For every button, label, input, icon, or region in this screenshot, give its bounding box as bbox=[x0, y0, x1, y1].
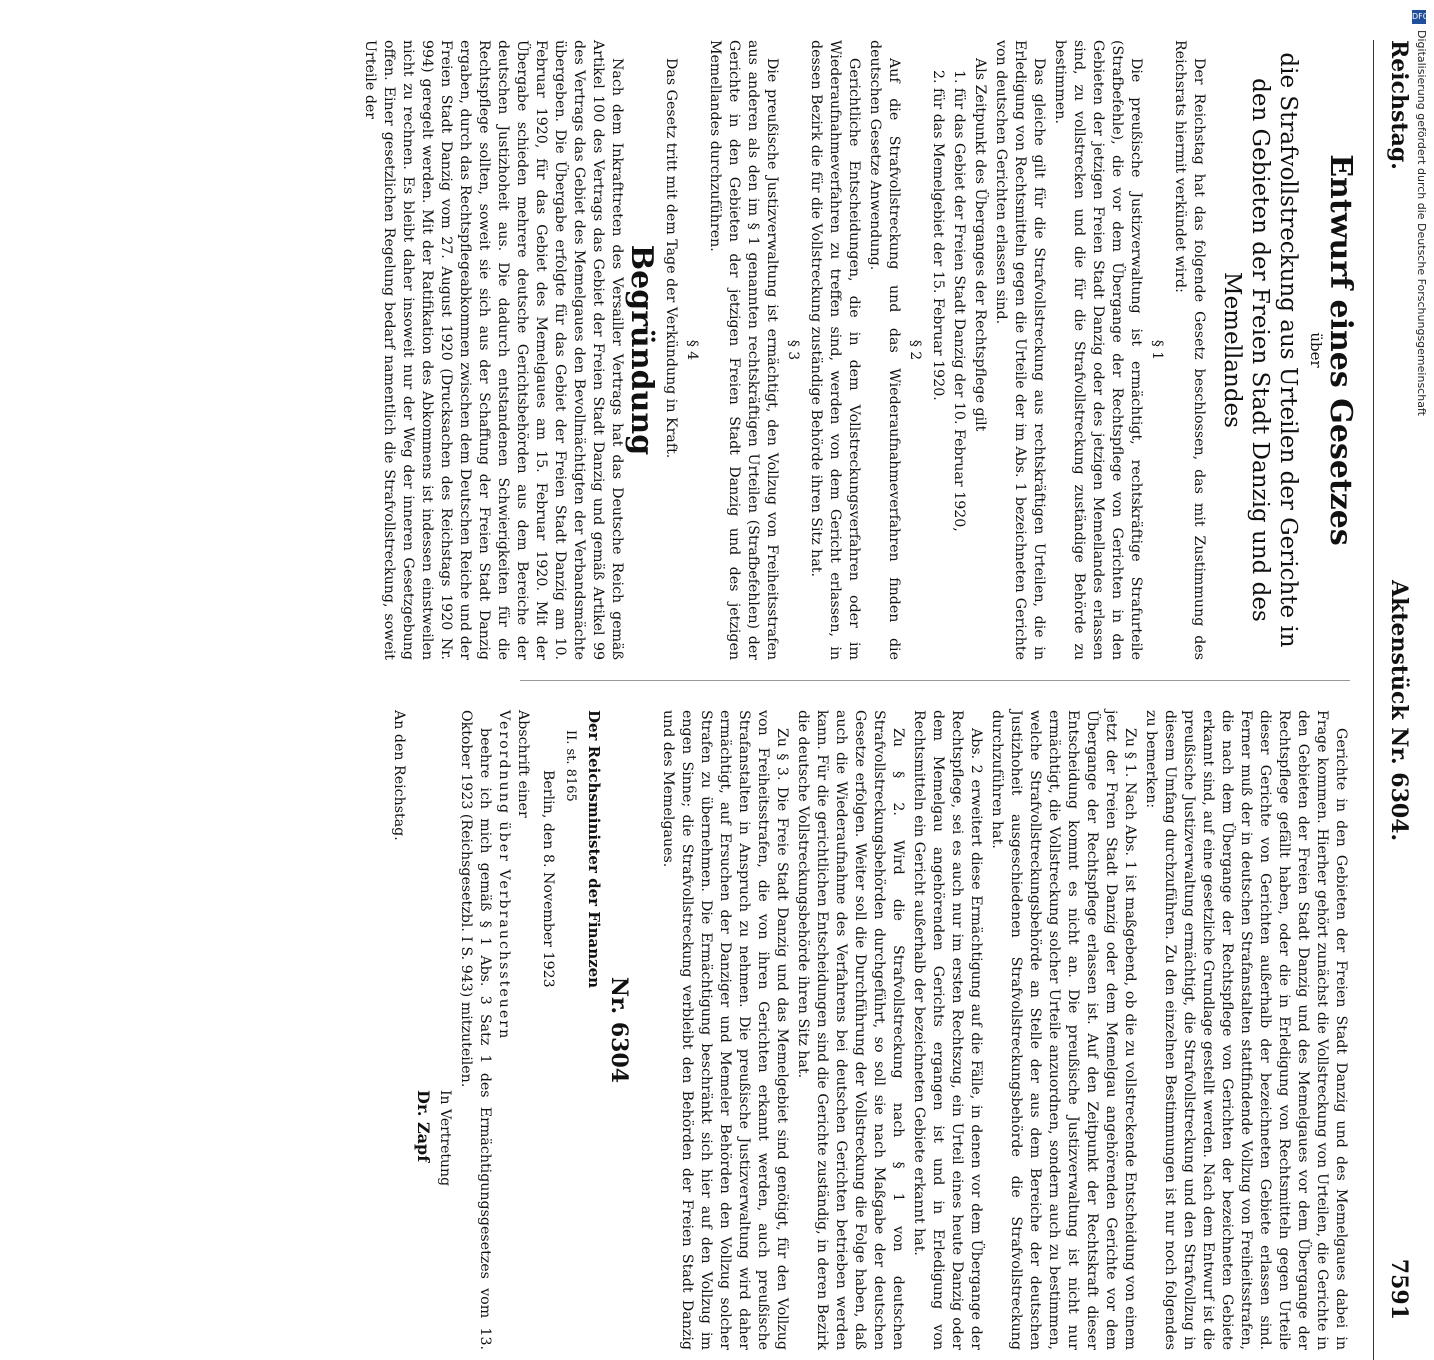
document-number: Nr. 6304 bbox=[606, 976, 632, 1084]
dfg-notice: Digitalisierung gefördert durch die Deutsche Forschungsgemeinschaft bbox=[1415, 30, 1428, 416]
section-3-heading: § 3 bbox=[785, 339, 801, 361]
letter-body: beehre ich mich gemäß § 1 Abs. 3 Satz 1 des Ermächtigungsgesetzes vom 13. Oktober 1923 (Reichsgesetzbl. I S. 943) mitzuteilen. bbox=[458, 710, 493, 1350]
signature: Dr. Zapf bbox=[414, 1090, 433, 1163]
reasons-paragraph: Abs. 2 erweitert diese Ermächtigung auf die Fälle, in denen vor dem Übergange der Rechtspflege, sei es auch nur im ersten Rechtszug, ein Urteil eines heute Danzig oder dem Memelgau angehörenden Gerichts ergangen ist und in Erledigung von Rechtsmitteln ein Gericht außerhalb der bezeichneten Gebiete erkannt hat. bbox=[911, 710, 984, 1350]
draft-intro: Der Reichstag hat das folgende Gesetz beschlossen, das mit Zustimmung des Reichsrats hiermit verkündet wird: bbox=[1172, 40, 1207, 660]
section-3-paragraph: Die preußische Justizverwaltung ist ermächtigt, den Vollzug von Freiheitsstrafen aus anderen als den im § 1 genannten rechtskräftigen Urteilen (Strafbefehlen) der Gerichte in den Gebieten der jetzigen Freien Stadt Danzig und des jetzigen Memellandes durchzuführen. bbox=[707, 40, 780, 660]
list-item: 2. für das Memelgebiet der 15. Februar 1920. bbox=[930, 70, 946, 401]
ordinance-title: Verordnung über Verbrauchssteuern bbox=[496, 710, 512, 1041]
letter-date: Berlin, den 8. November 1923 bbox=[540, 770, 556, 988]
reasons-paragraph: Zu § 2. Wird die Strafvollstreckung nach § 1 von deutschen Strafvollstreckungsbehörden durchgeführt, so soll sie nach Maßgabe der deutschen Gesetze erfolgen. Weiter soll die Durchführung der Vollstreckung die Folge haben, daß auch die Wiederaufnahme des Verfahrens bei deutschen Gerichten betrieben werden kann. Für die gerichtlichen Entscheidungen sind die Gerichte zuständig, in deren Bezirk die deutsche Vollstreckungsbehörde ihren Sitz hat. bbox=[795, 710, 906, 1350]
left-column bbox=[358, 40, 1358, 660]
reasons-title: Begründung bbox=[624, 244, 659, 456]
copy-label: Abschrift einer bbox=[515, 710, 531, 818]
dfg-logo-icon: DFG bbox=[1412, 10, 1426, 24]
deputy-label: In Vertretung bbox=[437, 1090, 453, 1187]
section-1-paragraph: Die preußische Justizverwaltung ist ermächtigt, rechtskräftige Strafurteile (Strafbefehle), die vor dem Übergange der Rechtspflege von Gerichten in den Gebieten der jetzigen Freien Stadt Danzig oder des jetzigen Memellandes erlassen sind, zu vollstrecken und die für die Strafvollstreckung zuständige Behörde zu bestimmen. bbox=[1052, 40, 1144, 660]
ministry: Der Reichsminister der Finanzen bbox=[585, 710, 603, 989]
section-4-heading: § 4 bbox=[684, 339, 700, 361]
draft-over: über bbox=[1307, 332, 1325, 368]
column-divider bbox=[520, 680, 1350, 681]
header-left: Reichstag. bbox=[1386, 40, 1412, 170]
list-item: 1. für das Gebiet der Freien Stadt Danzig der 10. Februar 1920, bbox=[951, 70, 967, 532]
page-number: 7591 bbox=[1386, 1258, 1412, 1320]
reasons-paragraph: Nach dem Inkrafttreten des Versailler Vertrags hat das Deutsche Reich gemäß Artikel 100 des Vertrags das Gebiet der Freien Stadt Danzig und gemäß Artikel 99 des Vertrags das Gebiet des Memelgaues den Bevollmächtigten der Verbandsmächte übergeben. Die Übergabe erfolgte für das Gebiet der Freien Stadt Danzig am 10. Februar 1920, für das Gebiet des Memelgaues am 15. Februar 1920. Mit der Übergabe schieden mehrere deutsche Gerichtsbehörden aus dem Bereiche der deutschen Justizhoheit aus. Die dadurch entstandenen Schwierigkeiten für die Rechtspflege sollten, soweit sie sich aus der Schaffung der Freien Stadt Danzig ergaben, durch das Rechtspflegeabkommen zwischen dem Deutschen Reiche und der Freien Stadt Danzig vom 27. August 1920 (Drucksachen des Reichstags 1920 Nr. 994) geregelt werden. Mit der Ratifikation des Abkommens ist indessen einstweilen nicht zu rechnen. Es bleibt daher insoweit nur der Weg der inneren Gesetzgebung offen. Einer gesetzlichen Regelung bedarf namentlich die Strafvollstreckung, soweit Urteile der bbox=[362, 40, 625, 660]
right-column bbox=[389, 710, 1350, 1350]
addressee: An den Reichstag. bbox=[391, 710, 407, 841]
reasons-paragraph: Gerichte in den Gebieten der Freien Stadt Danzig und des Memelgaues dabei in Frage kommen. Hierher gehört zunächst die Vollstreckung von Urteilen, die Gerichte in den Gebieten der Freien Stadt Danzig und des Memelgaues vor dem Übergange der Rechtspflege gefällt haben, oder die in Erledigung von Rechtsmitteln gegen Urteile dieser Gerichte von Gerichten außerhalb der bezeichneten Gebiete erlassen sind. Ferner muß der in deutschen Strafanstalten stattfindende Vollzug von Freiheitsstrafen, die nach dem Übergange der Rechtspflege von Gerichten der bezeichneten Gebiete erkannt sind, auf eine gesetzliche Grundlage gestellt werden. Nach dem Entwurf ist die preußische Justizverwaltung ermächtigt, die Strafvollstreckung und den Strafvollzug in diesem Umfang durchzuführen. Zu den einzelnen Bestimmungen ist nur noch folgendes zu bemerken: bbox=[1143, 710, 1349, 1350]
section-2-paragraph: Auf die Strafvollstreckung und das Wiederaufnahmeverfahren finden die deutschen Gesetze Anwendung. bbox=[867, 40, 902, 660]
section-1-paragraph: Als Zeitpunkt des Überganges der Rechtspflege gilt bbox=[972, 58, 988, 432]
dfg-sidebar bbox=[1410, 10, 1430, 990]
section-2-heading: § 2 bbox=[907, 339, 923, 361]
reasons-paragraph: Zu § 3. Die Freie Stadt Danzig und das Memelgebiet sind genötigt, für den Vollzug von Freiheitsstrafen, die von ihren Gerichten erkannt werden, auch preußische Strafanstalten in Anspruch zu nehmen. Die preußische Justizverwaltung wird daher ermächtigt, auf Ersuchen der Danziger und Memeler Behörden den Vollzug solcher Strafen zu übernehmen. Die Ermächtigung beschränkt sich hier auf den Vollzug im engen Sinne; die Strafvollstreckung verbleibt den Behörden der Freien Stadt Danzig und des Memelgaues. bbox=[660, 710, 790, 1350]
section-2-paragraph: Gerichtliche Entscheidungen, die in dem Vollstreckungsverfahren oder im Wiederaufnahmeverfahren zu treffen sind, werden von dem Gericht erlassen, in dessen Bezirk die für die Vollstreckung zuständige Behörde ihren Sitz hat. bbox=[808, 40, 862, 660]
header-rule bbox=[1373, 40, 1374, 1360]
header-center: Aktenstück Nr. 6304. bbox=[1386, 580, 1412, 842]
section-1-heading: § 1 bbox=[1149, 339, 1165, 361]
reasons-paragraph: Zu § 1. Nach Abs. 1 ist maßgebend, ob die zu vollstreckende Entscheidung von einem jetzt der Freien Stadt Danzig oder dem Memelgau angehörenden Gerichte vor dem Übergange der Rechtspflege erlassen ist. Auf den Zeitpunkt der Rechtskraft dieser Entscheidung kommt es nicht an. Die preußische Justizverwaltung ist nicht nur ermächtigt, die Vollstreckung solcher Urteile anzuordnen, sondern auch zu bestimmen, welche Strafvollstreckungsbehörde an Stelle der aus dem Bereiche der deutschen Justizhoheit ausgeschiedenen Strafvollstreckungsbehörde die Strafvollstreckung durchzuführen hat. bbox=[989, 710, 1138, 1350]
draft-subject: die Strafvollstreckung aus Urteilen der Gerichte in den Gebieten der Freien Stadt Danzig und des Memellandes bbox=[1219, 52, 1301, 648]
section-4-paragraph: Das Gesetz tritt mit dem Tage der Verkündung in Kraft. bbox=[663, 58, 679, 459]
draft-title: Entwurf eines Gesetzes bbox=[1323, 154, 1358, 546]
reference-number: II. st. 8165 bbox=[563, 730, 578, 802]
rotated-document bbox=[60, 20, 1420, 1350]
section-1-paragraph: Das gleiche gilt für die Strafvollstreckung aus rechtskräftigen Urteilen, die in Erledigung von Rechtsmitteln gegen die Urteile der im Abs. 1 bezeichneten Gerichte von deutschen Gerichten erlassen sind. bbox=[993, 40, 1047, 660]
